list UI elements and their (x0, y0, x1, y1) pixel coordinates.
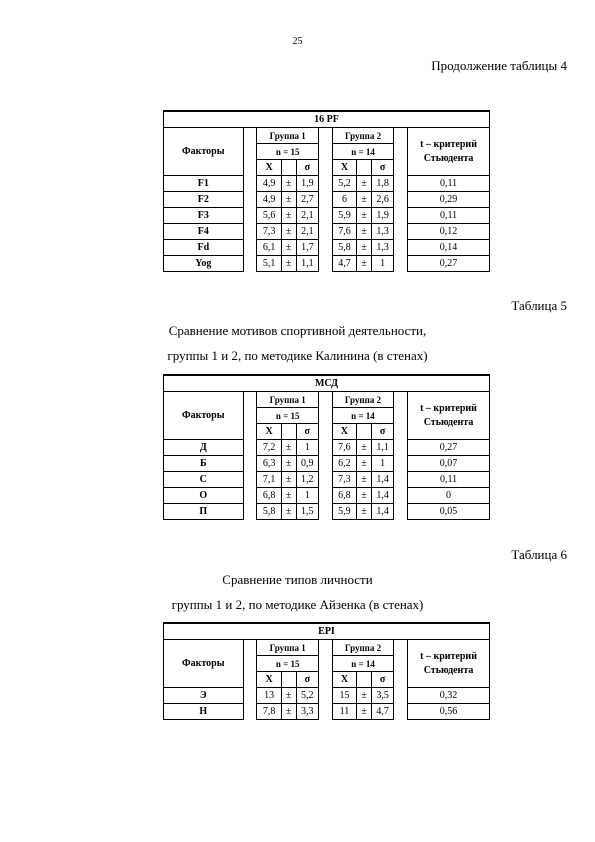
table-row (164, 192, 490, 208)
column-gap (243, 176, 257, 192)
group2-sigma: 1,4 (371, 504, 393, 520)
group2-sigma: 1,4 (371, 472, 393, 488)
group1-sigma: 1,5 (296, 504, 318, 520)
group1-mean: 7,3 (257, 224, 281, 240)
factor-name: F3 (164, 208, 244, 224)
column-gap (243, 472, 257, 488)
table-row (164, 224, 490, 240)
group1-mean: 7,8 (257, 704, 281, 720)
group2-n: n = 14 (332, 144, 394, 160)
group1-mean: 6,1 (257, 240, 281, 256)
mean-symbol: X (332, 672, 356, 688)
group2-sigma: 1,3 (372, 240, 394, 256)
group1-sigma: 1 (296, 440, 318, 456)
column-gap (243, 456, 257, 472)
group1-plus-minus: ± (281, 488, 296, 504)
group1-mean: 4,9 (257, 192, 281, 208)
group1-plus-minus: ± (281, 704, 296, 720)
group1-sigma: 2,1 (296, 208, 318, 224)
t-value: 0,14 (408, 240, 490, 256)
factors-header: Факторы (164, 128, 244, 176)
column-gap (318, 176, 332, 192)
column-gap (318, 208, 332, 224)
t-criterion-header: t – критерий Стьюдента (408, 640, 490, 688)
group2-mean: 7,3 (332, 472, 356, 488)
table5-caption-line2: группы 1 и 2, по методике Калинина (в стенах) (167, 348, 428, 363)
mean-symbol: X (332, 424, 356, 440)
table-epi (163, 622, 490, 720)
t-value: 0,11 (408, 472, 490, 488)
group1-mean: 7,2 (257, 440, 281, 456)
column-gap (394, 504, 408, 520)
group2-sigma: 1,9 (372, 208, 394, 224)
column-gap (243, 240, 257, 256)
column-gap (318, 192, 332, 208)
group2-sigma: 1,1 (371, 440, 393, 456)
factor-name: Д (164, 440, 244, 456)
plus-minus-symbol (281, 424, 296, 440)
column-gap (318, 472, 332, 488)
factor-name: Э (164, 688, 244, 704)
table-row (164, 240, 490, 256)
t-value: 0,27 (408, 440, 490, 456)
table-row (164, 440, 490, 456)
group1-n: n = 15 (257, 656, 319, 672)
sigma-symbol: σ (296, 424, 318, 440)
table-title: МСД (164, 375, 490, 392)
group2-mean: 6 (332, 192, 356, 208)
group1-header: Группа 1 (257, 392, 319, 408)
t-value: 0,56 (408, 704, 490, 720)
sigma-symbol: σ (296, 672, 318, 688)
t-value: 0,07 (408, 456, 490, 472)
page-number: 25 (292, 36, 303, 47)
group2-sigma: 1,4 (371, 488, 393, 504)
group2-sigma: 4,7 (372, 704, 394, 720)
column-gap (394, 208, 408, 224)
sigma-symbol: σ (372, 672, 394, 688)
column-gap (318, 688, 332, 704)
column-gap (394, 688, 408, 704)
group2-plus-minus: ± (357, 688, 372, 704)
group1-plus-minus: ± (281, 456, 296, 472)
group1-header: Группа 1 (257, 640, 319, 656)
plus-minus-symbol (357, 160, 372, 176)
group2-mean: 15 (332, 688, 356, 704)
group1-sigma: 2,1 (296, 224, 318, 240)
group2-mean: 6,2 (332, 456, 356, 472)
group2-header: Группа 2 (332, 392, 394, 408)
column-gap (318, 440, 332, 456)
sigma-symbol: σ (296, 160, 318, 176)
mean-symbol: X (257, 672, 281, 688)
group1-mean: 5,6 (257, 208, 281, 224)
column-gap (394, 240, 408, 256)
factor-name: П (164, 504, 244, 520)
table-row (164, 176, 490, 192)
factor-name: Yog (164, 256, 244, 272)
sigma-symbol: σ (372, 160, 394, 176)
group2-mean: 7,6 (332, 440, 356, 456)
column-gap (243, 504, 257, 520)
group1-n: n = 15 (257, 408, 319, 424)
sigma-symbol: σ (371, 424, 393, 440)
column-gap (394, 456, 408, 472)
group1-plus-minus: ± (281, 208, 296, 224)
group1-plus-minus: ± (281, 256, 296, 272)
group1-mean: 7,1 (257, 472, 281, 488)
column-gap (243, 640, 257, 688)
group2-sigma: 1,3 (372, 224, 394, 240)
column-gap (243, 208, 257, 224)
group1-sigma: 2,7 (296, 192, 318, 208)
table4-continuation-label: Продолжение таблицы 4 (431, 58, 567, 73)
mean-symbol: X (257, 160, 281, 176)
t-criterion-header: t – критерий Стьюдента (408, 392, 490, 440)
table-row (164, 688, 490, 704)
column-gap (318, 456, 332, 472)
column-gap (394, 192, 408, 208)
column-gap (243, 392, 257, 440)
t-value: 0,32 (408, 688, 490, 704)
group2-sigma: 3,5 (372, 688, 394, 704)
table-16pf (163, 110, 490, 272)
group1-plus-minus: ± (281, 440, 296, 456)
column-gap (318, 504, 332, 520)
column-gap (318, 392, 332, 440)
plus-minus-symbol (357, 424, 372, 440)
column-gap (318, 128, 332, 176)
column-gap (394, 392, 408, 440)
t-value: 0,12 (408, 224, 490, 240)
column-gap (394, 488, 408, 504)
group1-plus-minus: ± (281, 240, 296, 256)
factor-name: О (164, 488, 244, 504)
factors-header: Факторы (164, 640, 244, 688)
factor-name: Н (164, 704, 244, 720)
factor-name: F1 (164, 176, 244, 192)
group2-sigma: 1 (371, 456, 393, 472)
group1-sigma: 1,9 (296, 176, 318, 192)
group2-plus-minus: ± (357, 176, 372, 192)
column-gap (318, 224, 332, 240)
group1-mean: 4,9 (257, 176, 281, 192)
factor-name: Fd (164, 240, 244, 256)
table5-label: Таблица 5 (511, 298, 567, 313)
t-value: 0,27 (408, 256, 490, 272)
group1-mean: 6,8 (257, 488, 281, 504)
column-gap (318, 256, 332, 272)
plus-minus-symbol (357, 672, 372, 688)
t-value: 0,05 (408, 504, 490, 520)
table6-caption-line2: группы 1 и 2, по методике Айзенка (в стенах) (171, 597, 424, 612)
group2-sigma: 1,8 (372, 176, 394, 192)
group1-sigma: 0,9 (296, 456, 318, 472)
group2-mean: 11 (332, 704, 356, 720)
column-gap (394, 224, 408, 240)
group1-header: Группа 1 (257, 128, 319, 144)
group2-sigma: 1 (372, 256, 394, 272)
group2-plus-minus: ± (357, 472, 372, 488)
column-gap (394, 128, 408, 176)
group2-header: Группа 2 (332, 640, 394, 656)
mean-symbol: X (332, 160, 356, 176)
table-msd (163, 374, 490, 520)
column-gap (243, 488, 257, 504)
group1-mean: 6,3 (257, 456, 281, 472)
group2-mean: 4,7 (332, 256, 356, 272)
group1-mean: 13 (257, 688, 281, 704)
group1-sigma: 3,3 (296, 704, 318, 720)
factor-name: F2 (164, 192, 244, 208)
table-title: 16 PF (164, 111, 490, 128)
column-gap (394, 472, 408, 488)
t-value: 0,29 (408, 192, 490, 208)
column-gap (318, 488, 332, 504)
group2-mean: 6,8 (332, 488, 356, 504)
group1-sigma: 5,2 (296, 688, 318, 704)
column-gap (243, 224, 257, 240)
group1-sigma: 1,7 (296, 240, 318, 256)
table6-label: Таблица 6 (511, 547, 567, 562)
group2-plus-minus: ± (357, 224, 372, 240)
factor-name: F4 (164, 224, 244, 240)
column-gap (243, 128, 257, 176)
column-gap (243, 440, 257, 456)
mean-symbol: X (257, 424, 281, 440)
table-row (164, 456, 490, 472)
group1-plus-minus: ± (281, 224, 296, 240)
table5-caption-line1: Сравнение мотивов спортивной деятельности, (168, 323, 427, 338)
factors-header: Факторы (164, 392, 244, 440)
group1-plus-minus: ± (281, 472, 296, 488)
group2-header: Группа 2 (332, 128, 394, 144)
group2-n: n = 14 (332, 408, 394, 424)
column-gap (394, 440, 408, 456)
t-value: 0,11 (408, 208, 490, 224)
group1-plus-minus: ± (281, 504, 296, 520)
t-value: 0 (408, 488, 490, 504)
group2-plus-minus: ± (357, 488, 372, 504)
group2-sigma: 2,6 (372, 192, 394, 208)
column-gap (394, 704, 408, 720)
table6-caption-line1: Сравнение типов личности (222, 572, 373, 587)
table-row (164, 256, 490, 272)
plus-minus-symbol (281, 672, 296, 688)
group2-n: n = 14 (332, 656, 394, 672)
t-criterion-header: t – критерий Стьюдента (408, 128, 490, 176)
group2-mean: 5,9 (332, 208, 356, 224)
plus-minus-symbol (281, 160, 296, 176)
column-gap (243, 256, 257, 272)
group2-mean: 7,6 (332, 224, 356, 240)
column-gap (318, 640, 332, 688)
factor-name: Б (164, 456, 244, 472)
factor-name: С (164, 472, 244, 488)
column-gap (243, 688, 257, 704)
group2-mean: 5,2 (332, 176, 356, 192)
group1-mean: 5,1 (257, 256, 281, 272)
group2-mean: 5,9 (332, 504, 356, 520)
column-gap (394, 176, 408, 192)
group1-plus-minus: ± (281, 192, 296, 208)
group1-sigma: 1,2 (296, 472, 318, 488)
table-row (164, 488, 490, 504)
group1-mean: 5,8 (257, 504, 281, 520)
t-value: 0,11 (408, 176, 490, 192)
group1-sigma: 1 (296, 488, 318, 504)
group2-plus-minus: ± (357, 456, 372, 472)
group2-plus-minus: ± (357, 240, 372, 256)
group1-sigma: 1,1 (296, 256, 318, 272)
group2-plus-minus: ± (357, 504, 372, 520)
group1-n: n = 15 (257, 144, 319, 160)
column-gap (318, 704, 332, 720)
table-row (164, 504, 490, 520)
group2-plus-minus: ± (357, 704, 372, 720)
column-gap (318, 240, 332, 256)
table-row (164, 208, 490, 224)
table-row (164, 704, 490, 720)
group1-plus-minus: ± (281, 176, 296, 192)
group1-plus-minus: ± (281, 688, 296, 704)
group2-plus-minus: ± (357, 256, 372, 272)
group2-plus-minus: ± (357, 192, 372, 208)
column-gap (394, 256, 408, 272)
column-gap (394, 640, 408, 688)
group2-mean: 5,8 (332, 240, 356, 256)
table-row (164, 472, 490, 488)
table-title: EPI (164, 623, 490, 640)
column-gap (243, 704, 257, 720)
group2-plus-minus: ± (357, 440, 372, 456)
group2-plus-minus: ± (357, 208, 372, 224)
column-gap (243, 192, 257, 208)
